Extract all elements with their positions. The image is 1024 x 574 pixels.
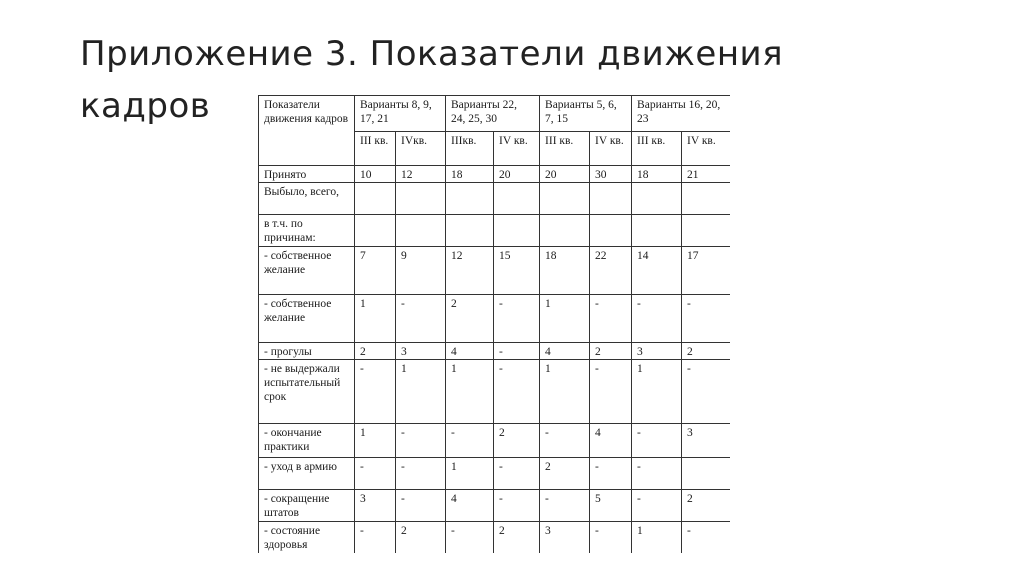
value-cell: 15 xyxy=(494,247,540,295)
value-cell: 2 xyxy=(396,522,446,554)
quarter-header-cell: IV кв. xyxy=(682,132,730,166)
value-cell xyxy=(590,215,632,247)
value-cell: 1 xyxy=(446,360,494,424)
value-cell xyxy=(494,183,540,215)
value-cell: 2 xyxy=(494,522,540,554)
table-row xyxy=(259,490,731,522)
table-row xyxy=(259,458,731,490)
row-label-cell: в т.ч. по причинам: xyxy=(259,215,355,247)
value-cell: - xyxy=(494,343,540,360)
value-cell xyxy=(682,458,730,490)
value-cell: - xyxy=(682,522,730,554)
value-cell xyxy=(494,215,540,247)
table-image-area xyxy=(258,95,730,553)
value-cell: 22 xyxy=(590,247,632,295)
value-cell: 2 xyxy=(355,343,396,360)
value-cell: - xyxy=(682,295,730,343)
row-label-cell: - окончание практики xyxy=(259,424,355,458)
value-cell: 18 xyxy=(632,166,682,183)
row-label-cell: - прогулы xyxy=(259,343,355,360)
quarter-header-cell: IV кв. xyxy=(494,132,540,166)
value-cell: 21 xyxy=(682,166,730,183)
value-cell: 1 xyxy=(355,295,396,343)
value-cell: 1 xyxy=(632,360,682,424)
value-cell: - xyxy=(396,295,446,343)
value-cell: 1 xyxy=(355,424,396,458)
value-cell: 9 xyxy=(396,247,446,295)
value-cell: 1 xyxy=(446,458,494,490)
quarter-header-cell: III кв. xyxy=(632,132,682,166)
row-label-cell: - сокращение штатов xyxy=(259,490,355,522)
table-row xyxy=(259,343,731,360)
personnel-movement-table xyxy=(258,95,730,553)
row-label-cell: - уход в армию xyxy=(259,458,355,490)
value-cell xyxy=(590,183,632,215)
value-cell: 3 xyxy=(355,490,396,522)
value-cell: 18 xyxy=(540,247,590,295)
value-cell: - xyxy=(396,490,446,522)
row-label-cell: - состояние здоровья xyxy=(259,522,355,554)
value-cell xyxy=(682,183,730,215)
quarter-header-cell: III кв. xyxy=(540,132,590,166)
value-cell: 20 xyxy=(540,166,590,183)
quarter-header-cell: III кв. xyxy=(355,132,396,166)
value-cell: - xyxy=(590,360,632,424)
value-cell: 2 xyxy=(682,490,730,522)
table-row xyxy=(259,183,731,215)
quarter-header-cell: IV кв. xyxy=(590,132,632,166)
value-cell: 5 xyxy=(590,490,632,522)
quarter-header-cell: IIIкв. xyxy=(446,132,494,166)
value-cell: 10 xyxy=(355,166,396,183)
value-cell: - xyxy=(355,360,396,424)
value-cell: 2 xyxy=(540,458,590,490)
value-cell xyxy=(355,183,396,215)
table-row xyxy=(259,295,731,343)
value-cell: 20 xyxy=(494,166,540,183)
value-cell: 3 xyxy=(682,424,730,458)
value-cell: 1 xyxy=(396,360,446,424)
value-cell: 4 xyxy=(446,343,494,360)
value-cell: - xyxy=(446,522,494,554)
value-cell: - xyxy=(355,458,396,490)
value-cell: 30 xyxy=(590,166,632,183)
value-cell: 4 xyxy=(590,424,632,458)
value-cell xyxy=(396,183,446,215)
value-cell xyxy=(682,215,730,247)
value-cell: 18 xyxy=(446,166,494,183)
row-label-cell: - не выдержали испытательный срок xyxy=(259,360,355,424)
value-cell: 1 xyxy=(540,295,590,343)
value-cell: 14 xyxy=(632,247,682,295)
value-cell xyxy=(396,215,446,247)
row-label-cell: - собственное желание xyxy=(259,295,355,343)
value-cell: 2 xyxy=(590,343,632,360)
value-cell: - xyxy=(494,490,540,522)
table-row xyxy=(259,215,731,247)
value-cell: - xyxy=(494,295,540,343)
value-cell: 12 xyxy=(446,247,494,295)
value-cell xyxy=(540,215,590,247)
value-cell: 3 xyxy=(396,343,446,360)
variant-header-cell: Варианты 22, 24, 25, 30 xyxy=(446,96,540,132)
value-cell: 4 xyxy=(540,343,590,360)
value-cell: - xyxy=(494,360,540,424)
variant-header-cell: Варианты 8, 9, 17, 21 xyxy=(355,96,446,132)
row-label-cell: - собственное желание xyxy=(259,247,355,295)
value-cell: - xyxy=(396,424,446,458)
slide-title: Приложение 3. Показатели движения кадров xyxy=(80,34,784,126)
variant-header-cell: Варианты 16, 20, 23 xyxy=(632,96,730,132)
value-cell: 12 xyxy=(396,166,446,183)
value-cell: 2 xyxy=(682,343,730,360)
value-cell: 3 xyxy=(540,522,590,554)
variant-header-cell: Варианты 5, 6, 7, 15 xyxy=(540,96,632,132)
value-cell: - xyxy=(494,458,540,490)
value-cell: 3 xyxy=(632,343,682,360)
value-cell: - xyxy=(590,458,632,490)
row-label-cell: Принято xyxy=(259,166,355,183)
value-cell: 4 xyxy=(446,490,494,522)
corner-header-cell: Показатели движения кадров xyxy=(259,96,355,166)
value-cell: 2 xyxy=(494,424,540,458)
value-cell: - xyxy=(632,458,682,490)
value-cell: - xyxy=(396,458,446,490)
value-cell: 1 xyxy=(540,360,590,424)
table-row xyxy=(259,166,731,183)
quarter-header-cell: IVкв. xyxy=(396,132,446,166)
table-row xyxy=(259,424,731,458)
value-cell: - xyxy=(540,424,590,458)
value-cell: 17 xyxy=(682,247,730,295)
value-cell: - xyxy=(682,360,730,424)
value-cell xyxy=(632,215,682,247)
value-cell xyxy=(632,183,682,215)
value-cell: - xyxy=(540,490,590,522)
value-cell: 2 xyxy=(446,295,494,343)
header-row-variants xyxy=(259,96,731,132)
table-row xyxy=(259,247,731,295)
value-cell xyxy=(355,215,396,247)
value-cell: - xyxy=(632,295,682,343)
table-row xyxy=(259,360,731,424)
value-cell: - xyxy=(446,424,494,458)
value-cell xyxy=(446,215,494,247)
value-cell: 7 xyxy=(355,247,396,295)
value-cell: - xyxy=(590,295,632,343)
value-cell: 1 xyxy=(632,522,682,554)
value-cell: - xyxy=(590,522,632,554)
row-label-cell: Выбыло, всего, xyxy=(259,183,355,215)
value-cell xyxy=(540,183,590,215)
value-cell xyxy=(446,183,494,215)
value-cell: - xyxy=(355,522,396,554)
table-row xyxy=(259,522,731,554)
value-cell: - xyxy=(632,424,682,458)
value-cell: - xyxy=(632,490,682,522)
